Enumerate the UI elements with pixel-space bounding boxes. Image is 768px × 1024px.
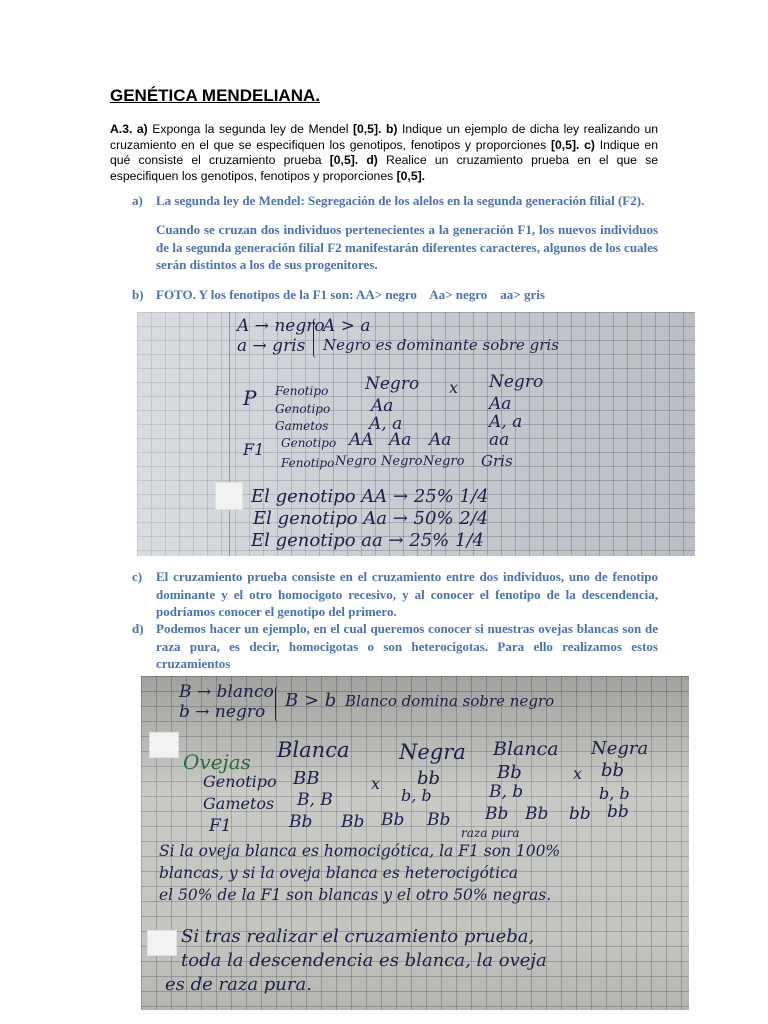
hw-parent2-fenotipo: Negro	[489, 372, 544, 392]
hw-f1-f: Bb	[525, 804, 549, 824]
question-part-a-label: a)	[136, 122, 148, 136]
hw-allele-blanco: B → blanco	[179, 682, 274, 702]
blurred-patch	[149, 732, 179, 758]
hw-f1-b: Bb	[341, 812, 365, 832]
hw-f1-e: Bb	[485, 804, 509, 824]
answer-d-label: d)	[132, 621, 144, 636]
question-part-a-text: Exponga la segunda ley de Mendel	[147, 122, 353, 136]
hw-parent2-gametos: A, a	[489, 412, 523, 432]
hw-brace	[275, 686, 282, 722]
hw-f1-genotype-3: Aa	[429, 430, 452, 450]
question-part-d-label: d)	[366, 153, 378, 167]
hw-cross-symbol-1: x	[371, 774, 381, 793]
hw-col-blanca-1: Blanca	[277, 738, 350, 762]
hw-parent1-gametos: A, a	[369, 414, 403, 434]
hw-genotipo-label: Genotipo	[203, 772, 277, 791]
hw-f1-h: bb	[607, 802, 629, 822]
document-title: GENÉTICA MENDELIANA.	[110, 86, 320, 105]
hw-cross-symbol: x	[449, 378, 459, 397]
hw-f1-d: Bb	[427, 810, 451, 830]
hw-row-gametos: Gametos	[275, 419, 329, 433]
hw-f1-label: F1	[209, 816, 232, 836]
hw-f1-genotype-1: AA	[349, 430, 374, 450]
hw-f1-phenotype-4: Gris	[481, 452, 513, 470]
hw-dominance-relation: B > b	[285, 690, 337, 711]
hw-col-blanca-2: Blanca	[493, 738, 559, 760]
answer-b-text: FOTO. Y los fenotipos de la F1 son: AA> negro Aa> negro aa> gris	[156, 287, 545, 302]
hw-brace	[313, 318, 320, 358]
handwritten-notes-photo-2	[141, 676, 689, 1010]
answer-d-text: Podemos hacer un ejemplo, en el cual queremos conocer si nuestras ovejas blancas son de raza pura, es decir, homocigotas o son heterocigotas. Para ello realizamos estos cruzamientos	[156, 621, 658, 671]
hw-f1-fenotipo-label: Fenotipo	[281, 456, 335, 470]
answer-a-text: La segunda ley de Mendel: Segregación de los alelos en la segunda generación filial (F2).	[156, 193, 645, 208]
hw-f1-phenotype-3: Negro	[423, 454, 465, 469]
hw-col-negra-1: Negra	[399, 740, 466, 764]
question-part-d-text: Realice un cruzamiento prueba en el que se especifiquen los genotipos, fenotipos y proporciones	[110, 153, 658, 183]
hw-genotype-bb-hetero: Bb	[497, 762, 522, 783]
answer-a	[132, 192, 658, 210]
hw-raza-pura-note: raza pura	[461, 826, 520, 840]
answer-a-explanation-text: Cuando se cruzan dos individuos pertenecientes a la generación F1, los nuevos individuos de la segunda generación filial F2 manifestarán diferentes caracteres, algunos de los cuales serán distintos a los de sus progenitores.	[156, 222, 658, 272]
hw-conclusion-line-3: el 50% de la F1 son blancas y el otro 50% negras.	[159, 886, 552, 904]
hw-allele-dominant: A → negro	[237, 316, 325, 336]
hw-f1-phenotype-2: Negro	[381, 454, 423, 469]
hw-parental-label: P	[243, 386, 257, 410]
question-part-b-label: b)	[385, 122, 398, 136]
hw-conclusion-line-1: Si la oveja blanca es homocigótica, la F1 son 100%	[159, 842, 561, 860]
answer-c-text: El cruzamiento prueba consiste en el cruzamiento entre dos individuos, uno de fenotipo dominante y el otro homocigoto recesivo, y al conocer el fenotipo de la descendencia, podríamos conocer el genotipo del primero.	[156, 569, 658, 619]
hw-test-conclusion-line-3: es de raza pura.	[165, 974, 312, 995]
hw-ovejas-label: Ovejas	[183, 750, 251, 774]
hw-f1-c: Bb	[381, 810, 405, 830]
question-part-c-label: c)	[584, 137, 595, 152]
hw-f1-genotipo-label: Genotipo	[281, 436, 337, 450]
question-part-c-text: Indique en qué consiste el cruzamiento prueba	[110, 137, 658, 167]
hw-genotype-bb-homo: BB	[293, 768, 320, 789]
hw-result-aa-recessive: El genotipo aa → 25% 1/4	[251, 530, 484, 551]
hw-test-conclusion-line-1: Si tras realizar el cruzamiento prueba,	[181, 926, 535, 947]
hw-parent1-genotipo: Aa	[371, 396, 394, 416]
hw-genotype-bb-recessive-1: bb	[417, 768, 441, 789]
question-part-c-score: [0,5].	[329, 153, 359, 167]
hw-col-negra-2: Negra	[591, 738, 649, 759]
hw-dominance-note: Blanco domina sobre negro	[345, 692, 555, 710]
hw-dominance-relation: A > a	[323, 316, 371, 336]
blurred-patch	[215, 482, 243, 510]
hw-parent1-fenotipo: Negro	[365, 374, 420, 394]
notebook-margin-line	[229, 312, 230, 556]
answer-a-explanation	[132, 221, 658, 274]
hw-test-conclusion-line-2: toda la descendencia es blanca, la oveja	[181, 950, 547, 971]
hw-row-fenotipo: Fenotipo	[275, 384, 329, 398]
answer-d	[132, 620, 658, 673]
question-part-d-score: [0,5].	[396, 168, 426, 183]
hw-conclusion-line-2: blancas, y si la oveja blanca es heterocigótica	[159, 864, 519, 882]
answer-c	[132, 568, 658, 621]
hw-result-aa-dominant: El genotipo AA → 25% 1/4	[251, 486, 489, 507]
hw-f1-phenotype-1: Negro	[335, 454, 377, 469]
question-part-a-score: [0,5].	[352, 122, 382, 136]
hw-gametes-2: b, b	[401, 786, 432, 805]
hw-dominance-note: Negro es dominante sobre gris	[323, 336, 559, 354]
hw-genotype-bb-recessive-2: bb	[601, 760, 625, 781]
hw-result-heterozygous: El genotipo Aa → 50% 2/4	[253, 508, 489, 529]
hw-f1-a: Bb	[289, 812, 313, 832]
hw-f1-genotype-4: aa	[489, 430, 510, 450]
hw-allele-negro: b → negro	[179, 702, 266, 722]
answer-a-label: a)	[132, 193, 143, 208]
answer-b-label: b)	[132, 287, 144, 302]
hw-f1-g: bb	[569, 804, 591, 824]
handwritten-notes-photo-1	[137, 312, 695, 556]
question-statement	[110, 122, 658, 184]
hw-parent2-genotipo: Aa	[489, 394, 512, 414]
hw-allele-recessive: a → gris	[237, 336, 306, 356]
answer-b	[132, 286, 658, 304]
hw-gametos-label: Gametos	[203, 794, 275, 813]
hw-row-genotipo: Genotipo	[275, 402, 331, 416]
hw-f1-label: F1	[243, 440, 265, 459]
hw-cross-symbol-2: x	[573, 764, 583, 783]
question-part-b-text: Indique un ejemplo de dicha ley realizando un cruzamiento en el que se especifiquen los genotipos, fenotipos y proporciones	[110, 122, 659, 152]
hw-gametes-4: b, b	[599, 784, 630, 803]
blurred-patch	[147, 930, 177, 956]
question-number: A.3.	[110, 122, 133, 136]
question-part-b-score: [0,5].	[550, 137, 580, 152]
hw-f1-genotype-2: Aa	[389, 430, 412, 450]
answer-c-label: c)	[132, 569, 143, 584]
hw-gametes-1: B, B	[297, 790, 333, 810]
hw-gametes-3: B, b	[489, 782, 524, 802]
